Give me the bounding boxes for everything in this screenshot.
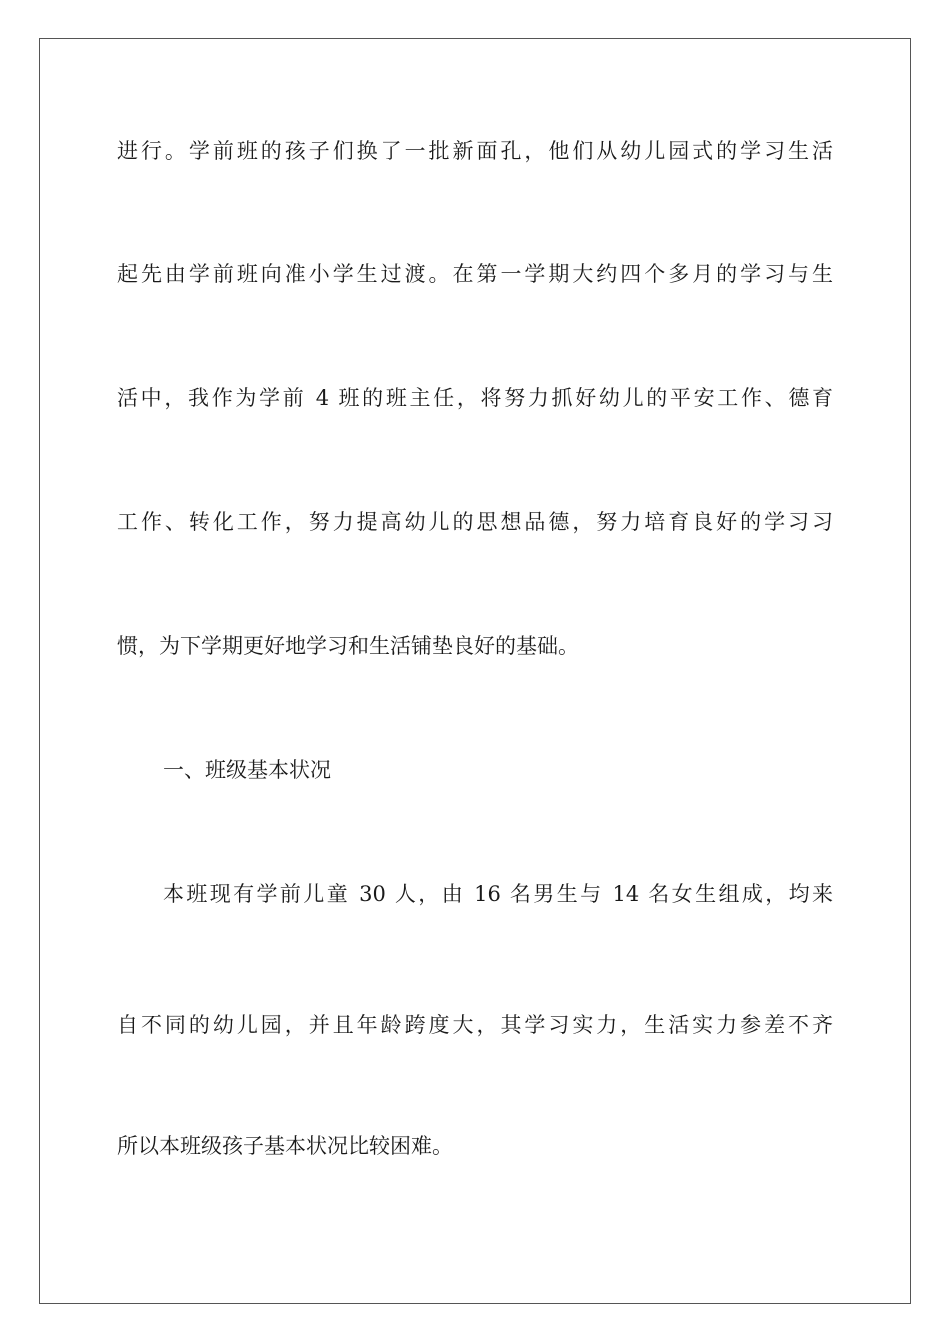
page-border xyxy=(39,38,911,1304)
paragraph-line: 活中，我作为学前 4 班的班主任，将努力抓好幼儿的平安工作、德育 xyxy=(117,386,833,410)
paragraph-line: 惯，为下学期更好地学习和生活铺垫良好的基础。 xyxy=(117,634,579,658)
section-heading: 一、班级基本状况 xyxy=(163,758,331,782)
paragraph-line: 工作、转化工作，努力提高幼儿的思想品德，努力培育良好的学习习 xyxy=(117,510,833,534)
paragraph-line: 本班现有学前儿童 30 人，由 16 名男生与 14 名女生组成，均来 xyxy=(163,882,833,906)
paragraph-line: 进行。学前班的孩子们换了一批新面孔，他们从幼儿园式的学习生活 xyxy=(117,139,833,163)
paragraph-line: 自不同的幼儿园，并且年龄跨度大，其学习实力，生活实力参差不齐 xyxy=(117,1013,833,1037)
paragraph-line: 起先由学前班向准小学生过渡。在第一学期大约四个多月的学习与生 xyxy=(117,262,833,286)
paragraph-line: 所以本班级孩子基本状况比较困难。 xyxy=(117,1134,453,1158)
